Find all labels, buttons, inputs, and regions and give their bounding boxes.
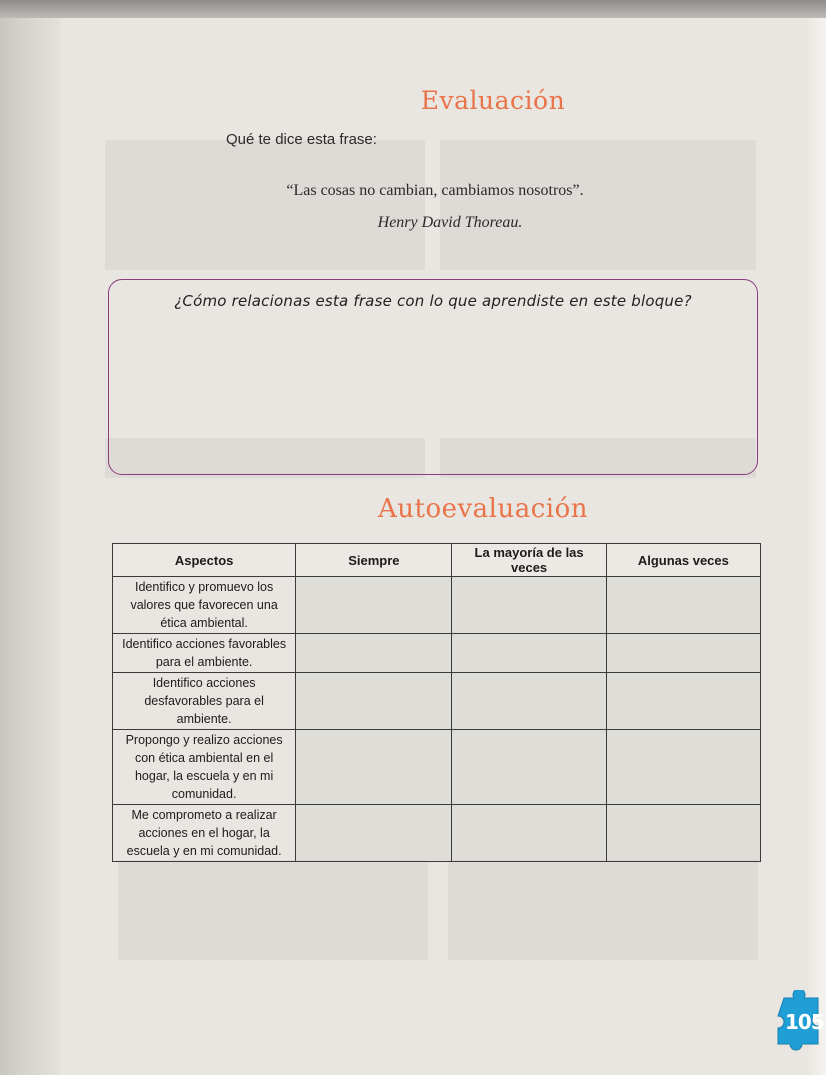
reflection-answer-box[interactable] (108, 279, 758, 475)
evaluation-prompt: Qué te dice esta frase: (226, 131, 377, 148)
table-header-row (113, 544, 761, 577)
aspect-cell: Identifico acciones favorables para el ambiente. (113, 634, 296, 673)
table-row (113, 673, 761, 730)
table-row (113, 577, 761, 634)
column-header-algunas: Algunas veces (606, 544, 760, 577)
checkbox-cell-algunas[interactable] (606, 805, 760, 862)
aspect-cell: Propongo y realizo acciones con ética ambiental en el hogar, la escuela y en mi comunidad. (113, 730, 296, 805)
column-header-mayoria: La mayoría de las veces (452, 544, 606, 577)
page-right-edge (808, 18, 826, 1075)
checkbox-cell-siempre[interactable] (296, 577, 452, 634)
quote-author: Henry David Thoreau. (377, 214, 523, 231)
checkbox-cell-siempre[interactable] (296, 673, 452, 730)
quote-text: “Las cosas no cambian, cambiamos nosotros”. (286, 182, 584, 199)
show-through-block (118, 860, 428, 960)
table-row (113, 805, 761, 862)
table-row (113, 730, 761, 805)
checkbox-cell-algunas[interactable] (606, 730, 760, 805)
checkbox-cell-mayoria[interactable] (452, 577, 606, 634)
checkbox-cell-mayoria[interactable] (452, 634, 606, 673)
show-through-block (440, 140, 756, 270)
checkbox-cell-algunas[interactable] (606, 577, 760, 634)
checkbox-cell-mayoria[interactable] (452, 730, 606, 805)
checkbox-cell-siempre[interactable] (296, 634, 452, 673)
self-assessment-title: Autoevaluación (377, 494, 589, 524)
aspect-cell: Identifico y promuevo los valores que favorecen una ética ambiental. (113, 577, 296, 634)
checkbox-cell-mayoria[interactable] (452, 805, 606, 862)
evaluation-title: Evaluación (420, 86, 566, 115)
checkbox-cell-mayoria[interactable] (452, 673, 606, 730)
aspect-cell: Me comprometo a realizar acciones en el hogar, la escuela y en mi comunidad. (113, 805, 296, 862)
checkbox-cell-siempre[interactable] (296, 730, 452, 805)
checkbox-cell-algunas[interactable] (606, 634, 760, 673)
table-row (113, 634, 761, 673)
checkbox-cell-algunas[interactable] (606, 673, 760, 730)
aspect-cell: Identifico acciones desfavorables para el ambiente. (113, 673, 296, 730)
column-header-siempre: Siempre (296, 544, 452, 577)
show-through-block (448, 860, 758, 960)
scan-top-edge (0, 0, 826, 18)
page-gutter-shadow (0, 18, 60, 1075)
checkbox-cell-siempre[interactable] (296, 805, 452, 862)
reflection-question: ¿Cómo relacionas esta frase con lo que aprendiste en este bloque? (174, 292, 692, 310)
show-through-block (105, 140, 425, 270)
page-number: 105 (785, 1010, 824, 1034)
column-header-aspectos: Aspectos (113, 544, 296, 577)
self-assessment-table (112, 543, 761, 862)
